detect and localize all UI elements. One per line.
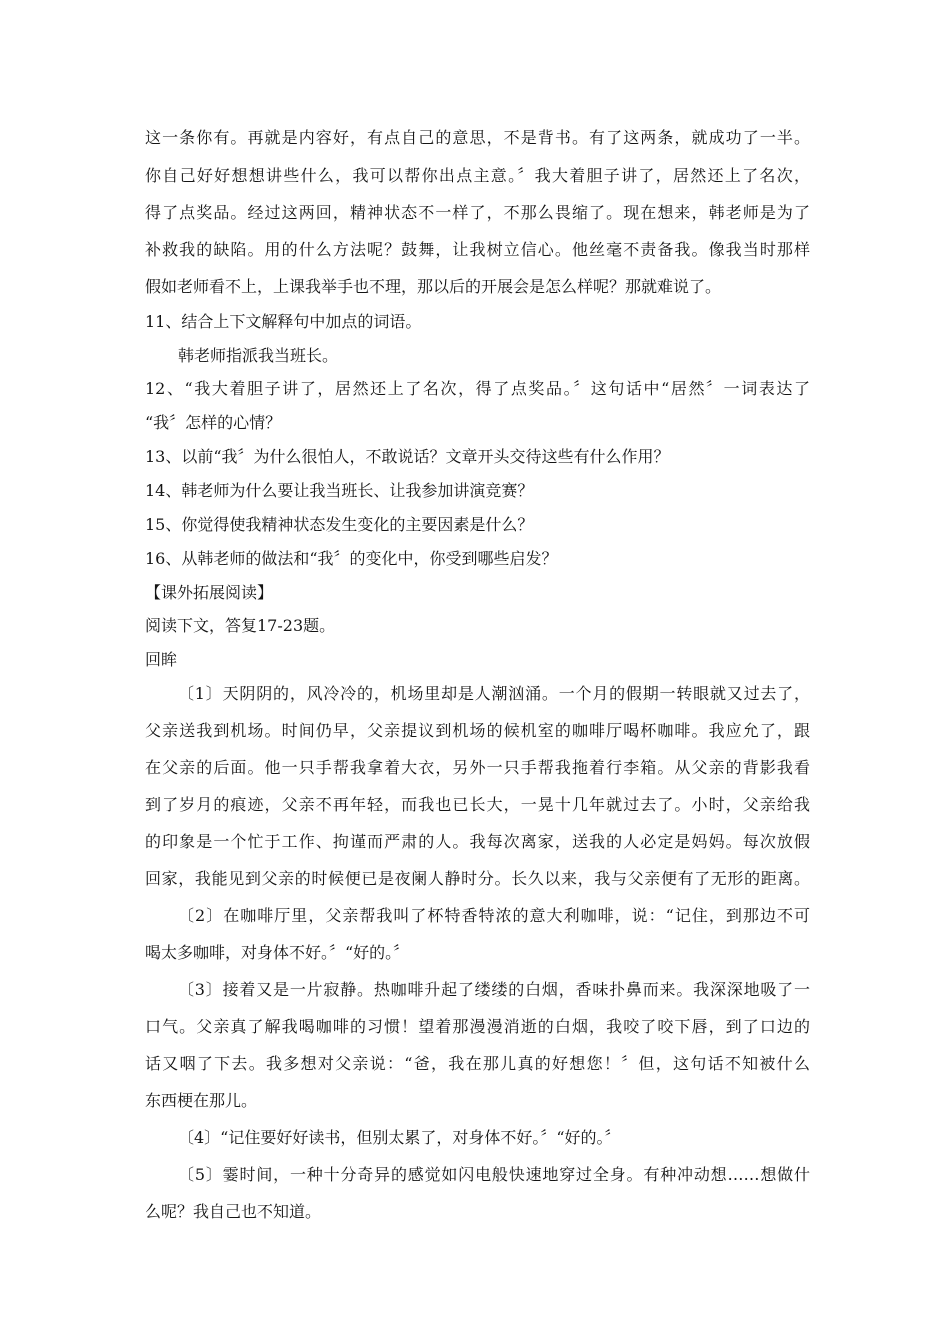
paragraph-line: 〔2〕在咖啡厅里，父亲帮我叫了杯特香特浓的意大利咖啡，说：“记住，到那边不可	[178, 906, 810, 925]
question-13: 13、以前“我〞为什么很怕人，不敢说话？文章开头交待这些有什么作用？	[145, 447, 670, 466]
question-12: 12、“我大着胆子讲了，居然还上了名次，得了点奖品。〞这句话中“居然〞一词表达了	[145, 379, 810, 398]
article-title: 回眸	[145, 650, 178, 669]
paragraph-line: 口气。父亲真了解我喝咖啡的习惯！望着那漫漫消逝的白烟，我咬了咬下唇，到了口边的	[145, 1017, 810, 1036]
paragraph-line: 〔4〕“记住要好好读书，但别太累了，对身体不好。〞“好的。〞	[178, 1128, 621, 1147]
paragraph-line: 东西梗在那儿。	[145, 1091, 258, 1110]
paragraph-line: 到了岁月的痕迹，父亲不再年轻，而我也已长大，一晃十几年就过去了。小时，父亲给我	[145, 795, 810, 814]
paragraph-line: 补救我的缺陷。用的什么方法呢？鼓舞，让我树立信心。他丝毫不责备我。像我当时那样	[145, 240, 810, 259]
question-15: 15、你觉得使我精神状态发生变化的主要因素是什么？	[145, 515, 534, 534]
paragraph-line: 得了点奖品。经过这两回，精神状态不一样了，不那么畏缩了。现在想来，韩老师是为了	[145, 203, 810, 222]
paragraph-line: 喝太多咖啡，对身体不好。〞“好的。〞	[145, 943, 410, 962]
paragraph-line: 的印象是一个忙于工作、拘谨而严肃的人。我每次离家，送我的人必定是妈妈。每次放假	[145, 832, 810, 851]
question-14: 14、韩老师为什么要让我当班长、让我参加讲演竞赛？	[145, 481, 534, 500]
question-16: 16、从韩老师的做法和“我〞的变化中，你受到哪些启发？	[145, 549, 558, 568]
question-sentence: 韩老师指派我当班长。	[178, 346, 339, 365]
paragraph-line: 〔1〕天阴阴的，风冷冷的，机场里却是人潮汹涌。一个月的假期一转眼就又过去了，	[178, 684, 810, 703]
paragraph-line: 〔5〕霎时间，一种十分奇异的感觉如闪电般快速地穿过全身。有种冲动想……想做什	[178, 1165, 810, 1184]
paragraph-line: 〔3〕接着又是一片寂静。热咖啡升起了缕缕的白烟，香味扑鼻而来。我深深地吸了一	[178, 980, 810, 999]
paragraph-line: 父亲送我到机场。时间仍早，父亲提议到机场的候机室的咖啡厅喝杯咖啡。我应允了，跟	[145, 721, 810, 740]
paragraph-line: 在父亲的后面。他一只手帮我拿着大衣，另外一只手帮我拖着行李箱。从父亲的背影我看	[145, 758, 810, 777]
instruction: 阅读下文，答复17-23题。	[145, 616, 336, 635]
paragraph-line: 你自己好好想想讲些什么，我可以帮你出点主意。〞我大着胆子讲了，居然还上了名次，	[145, 166, 810, 185]
question-11: 11、结合上下文解释句中加点的词语。	[145, 312, 422, 331]
paragraph-line: 假如老师看不上，上课我举手也不理，那以后的开展会是怎么样呢？那就难说了。	[145, 277, 722, 296]
section-heading: 【课外拓展阅读】	[145, 583, 274, 602]
paragraph-line: 这一条你有。再就是内容好，有点自己的意思，不是背书。有了这两条，就成功了一半。	[145, 128, 810, 147]
paragraph-line: 回家，我能见到父亲的时候便已是夜阑人静时分。长久以来，我与父亲便有了无形的距离。	[145, 869, 810, 888]
question-12-cont: “我〞怎样的心情？	[145, 413, 282, 432]
paragraph-line: 么呢？我自己也不知道。	[145, 1202, 322, 1221]
paragraph-line: 话又咽了下去。我多想对父亲说：“爸，我在那儿真的好想您！〞但，这句话不知被什么	[145, 1054, 810, 1073]
